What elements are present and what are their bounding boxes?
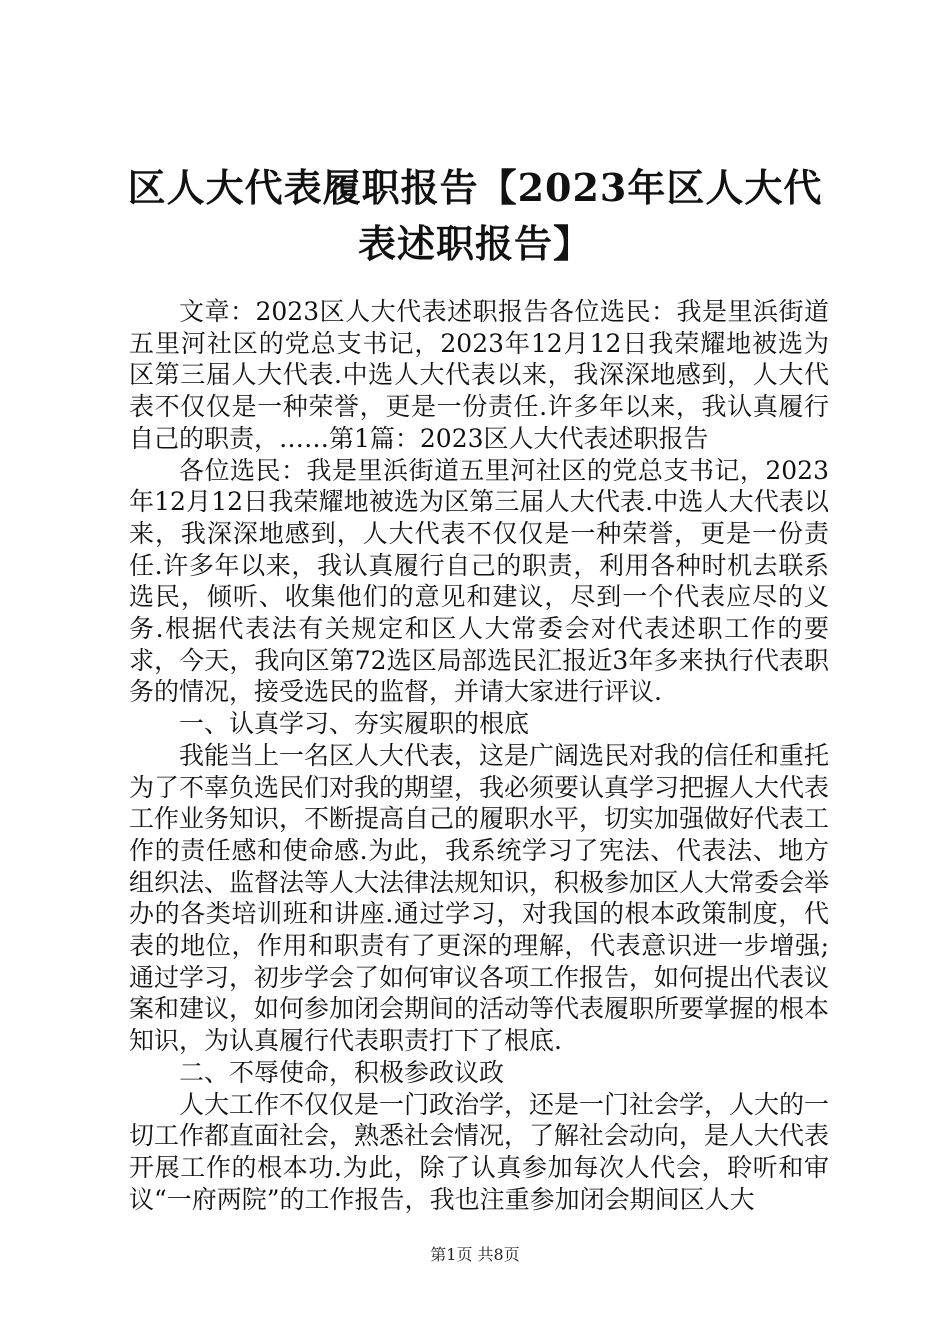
section-heading-2: 二、不辱使命，积极参政议政 [179, 1057, 505, 1087]
paragraph-summary: 文章：2023区人大代表述职报告各位选民：我是里浜街道五里河社区的党总支书记，2023年12月12日我荣耀地被选为区第三届人大代表.中选人大代表以来，我深深地感到，人大代表不仅仅是一种荣誉，更是一份责任.许多年以来，我认真履行自己的职责，……第1篇：2023区人大代表述职报告 [129, 297, 829, 453]
document-body [129, 296, 829, 1215]
page-number-footer: 第1页 共8页 [430, 1245, 520, 1264]
paragraph-greeting: 各位选民：我是里浜街道五里河社区的党总支书记，2023年12月12日我荣耀地被选为区第三届人大代表.中选人大代表以来，我深深地感到，人大代表不仅仅是一种荣誉，更是一份责任.许多年以来，我认真履行自己的职责，利用各种时机去联系选民，倾听、收集他们的意见和建议，尽到一个代表应尽的义务.根据代表法有关规定和区人大常委会对代表述职工作的要求，今天，我向区第72选区局部选民汇报近3年多来执行代表职务的情况，接受选民的监督，并请大家进行评议. [129, 455, 829, 707]
paragraph-study: 我能当上一名区人大代表，这是广阔选民对我的信任和重托为了不辜负选民们对我的期望，我必须要认真学习把握人大代表工作业务知识，不断提高自己的履职水平，切实加强做好代表工作的责任感和使命感.为此，我系统学习了宪法、代表法、地方组织法、监督法等人大法律法规知识，积极参加区人大常委会举办的各类培训班和讲座.通过学习，对我国的根本政策制度，代表的地位，作用和职责有了更深的理解，代表意识进一步增强;通过学习，初步学会了如何审议各项工作报告，如何提出代表议案和建议，如何参加闭会期间的活动等代表履职所要掌握的根本知识，为认真履行代表职责打下了根底. [129, 740, 830, 1056]
section-heading-1: 一、认真学习、夯实履职的根底 [179, 709, 530, 739]
document-title: 区人大代表履职报告【2023年区人大代表述职报告】 [127, 165, 823, 266]
paragraph-participation: 人大工作不仅仅是一门政治学，还是一门社会学，人大的一切工作都直面社会，熟悉社会情况，了解社会动向，是人大代表开展工作的根本功.为此，除了认真参加每次人代会，聆听和审议“一府两院”的工作报告，我也注重参加闭会期间区人大 [129, 1089, 830, 1214]
